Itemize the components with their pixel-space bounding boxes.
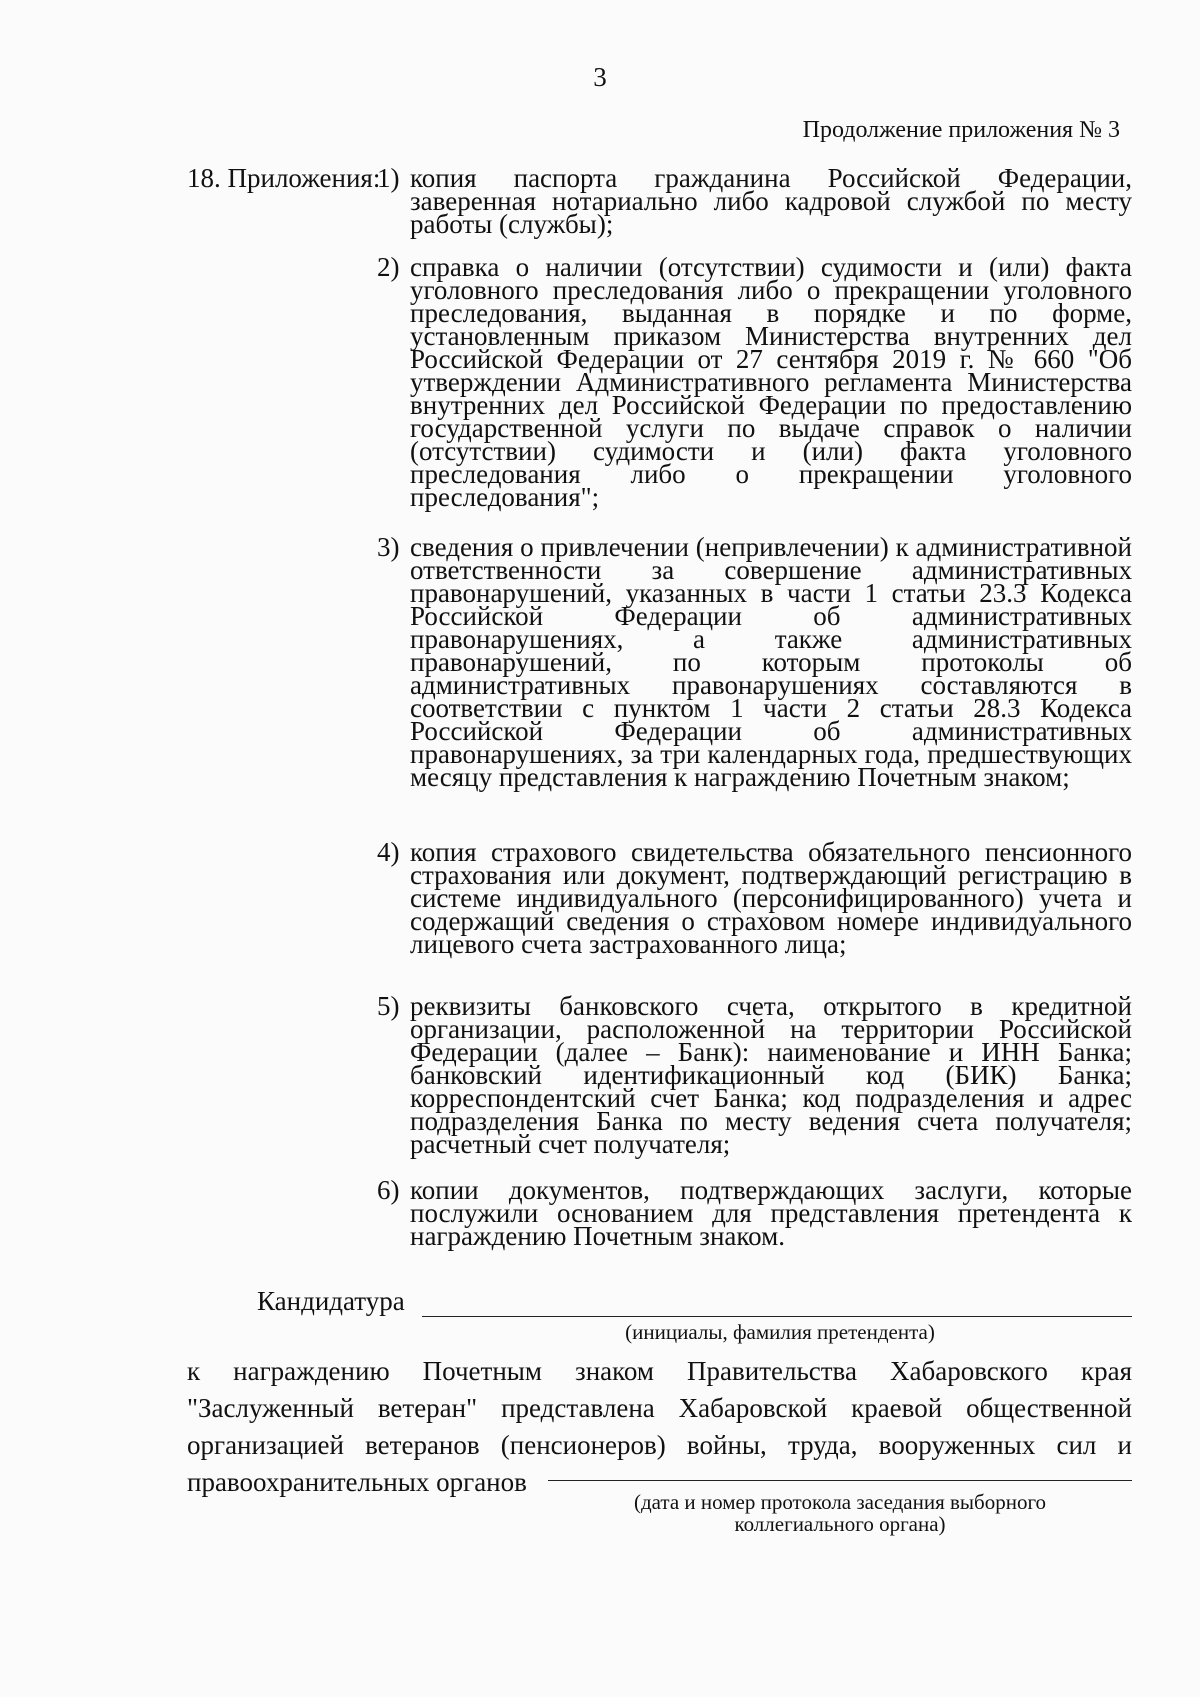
list-item-4 <box>377 837 1132 959</box>
item-number: 3) <box>377 532 400 562</box>
protocol-caption-line-1: (дата и номер протокола заседания выборного <box>633 1490 1047 1514</box>
page-number: 3 <box>593 62 607 92</box>
item-number: 2) <box>377 252 400 282</box>
item-text: справка о наличии (отсутствии) судимости и (или) факта уголовного преследования либо о прекращении уголовного преследования, выданная в порядке и по форме, установленным приказом Министерства внутренних дел Российской Федерации от 27 сентября 2019 г. № 660 "Об утверждении Административного регламента Министерства внутренних дел Российской Федерации по предоставлению государственной услуги по выдаче справок о наличии (отсутствии) судимости и (или) факта уголовного преследования либо о прекращении уголовного преследования"; <box>410 252 1132 512</box>
protocol-blank-line[interactable] <box>548 1480 1132 1481</box>
item-text: копия паспорта гражданина Российской Федерации, заверенная нотариально либо кадровой службой по месту работы (службы); <box>410 163 1132 239</box>
list-item-1 <box>377 163 1132 239</box>
candidate-blank-line[interactable] <box>422 1316 1132 1317</box>
item-text: реквизиты банковского счета, открытого в кредитной организации, расположенной на территории Российской Федерации (далее – Банк): наименование и ИНН Банка; банковский идентификационный код (БИК) Банка; корреспондентский счет Банка; код подразделения и адрес подразделения Банка по месту ведения счета получателя; расчетный счет получателя; <box>410 991 1132 1159</box>
list-item-2 <box>377 252 1132 512</box>
item-number: 5) <box>377 991 400 1021</box>
candidate-label: Кандидатура <box>257 1286 405 1316</box>
item-text: копия страхового свидетельства обязательного пенсионного страхования или документ, подтверждающий регистрацию в системе индивидуального (персонифицированного) учета и содержащий сведения о страховом номере индивидуального лицевого счета застрахованного лица; <box>410 837 1132 959</box>
item-number: 1) <box>377 163 400 193</box>
protocol-caption-line-2: коллегиального органа) <box>734 1512 946 1536</box>
final-paragraph <box>187 1353 1132 1501</box>
candidate-caption: (инициалы, фамилия претендента) <box>625 1320 935 1344</box>
list-item-5 <box>377 991 1132 1159</box>
section-label: 18. Приложения: <box>187 163 381 193</box>
protocol-caption <box>548 1491 1132 1535</box>
final-line-1: к награждению Почетным знаком Правительства Хабаровского края <box>187 1356 1132 1386</box>
item-text: копии документов, подтверждающих заслуги, которые послужили основанием для представления претендента к награждению Почетным знаком. <box>410 1175 1132 1251</box>
list-item-6 <box>377 1175 1132 1251</box>
final-line-4: правоохранительных органов <box>187 1467 527 1497</box>
final-line-2: "Заслуженный ветеран" представлена Хабаровской краевой общественной <box>187 1393 1132 1423</box>
item-number: 4) <box>377 837 400 867</box>
final-line-3: организацией ветеранов (пенсионеров) войны, труда, вооруженных сил и <box>187 1430 1132 1460</box>
candidate-row <box>257 1286 1132 1317</box>
continuation-note: Продолжение приложения № 3 <box>802 117 1120 143</box>
list-item-3 <box>377 532 1132 792</box>
item-text: сведения о привлечении (непривлечении) к административной ответственности за совершение административных правонарушений, указанных в части 1 статьи 23.3 Кодекса Российской Федерации об административных правонарушениях, а также административных правонарушений, по которым протоколы об административных правонарушениях составляются в соответствии с пунктом 1 части 2 статьи 28.3 Кодекса Российской Федерации об административных правонарушениях, за три календарных года, предшествующих месяцу представления к награждению Почетным знаком; <box>410 532 1132 792</box>
item-number: 6) <box>377 1175 400 1205</box>
